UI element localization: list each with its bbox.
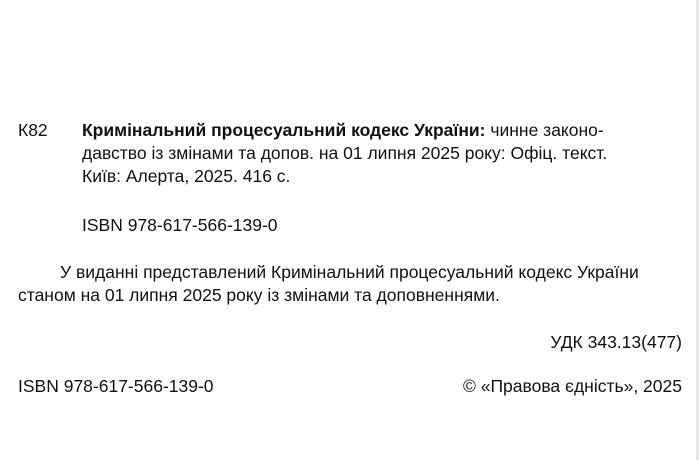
author-sign-code: К82 xyxy=(18,120,48,140)
publication-info: Київ: Алерта, 2025. 416 с. xyxy=(82,166,291,186)
annotation-line-1: У виданні представлений Кримінальний процесуальний кодекс України xyxy=(60,262,639,282)
bibliographic-entry xyxy=(82,119,682,188)
book-details-line-1: чинне законо- xyxy=(485,120,604,140)
footer-isbn: ISBN 978-617-566-139-0 xyxy=(18,376,214,396)
book-title: Кримінальний процесуальний кодекс України: xyxy=(82,120,486,140)
udk-code: УДК 343.13(477) xyxy=(550,332,682,352)
book-details-line-2: давство із змінами та допов. на 01 липня 2025 року: Офіц. текст. xyxy=(82,143,608,163)
copyright-notice: © «Правова єдність», 2025 xyxy=(462,376,682,396)
record-isbn: ISBN 978-617-566-139-0 xyxy=(82,215,278,235)
annotation-line-2: станом на 01 липня 2025 року із змінами та доповненнями. xyxy=(18,285,500,305)
annotation-paragraph xyxy=(18,261,682,307)
